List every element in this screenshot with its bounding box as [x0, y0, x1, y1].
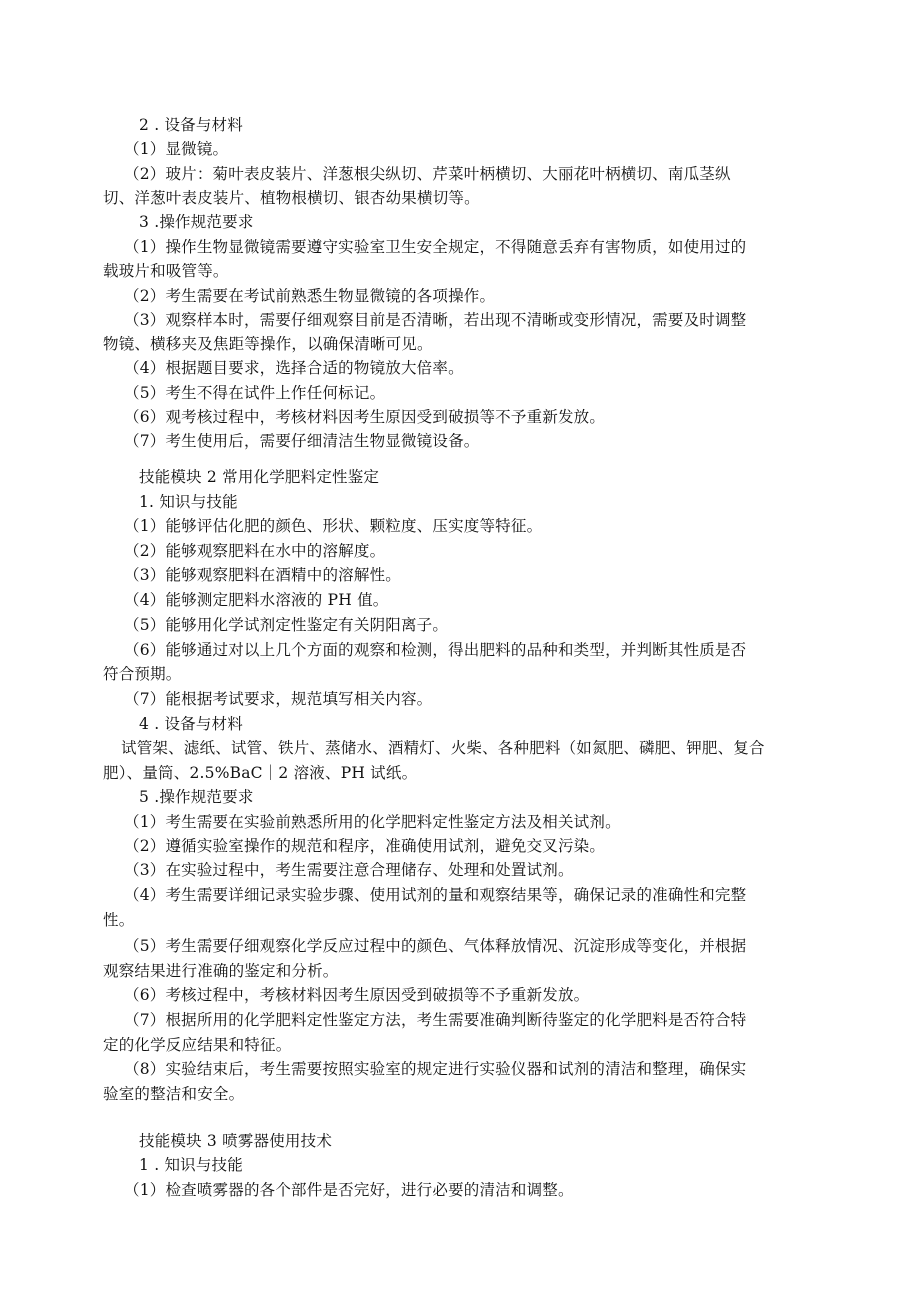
list-item-continuation: 物镜、横移夹及焦距等操作，以确保清晰可见。 — [103, 335, 433, 353]
list-item-continuation: 符合预期。 — [103, 665, 182, 683]
paragraph-continuation: 肥）、量筒、2.5%BaC｜2 溶液、PH 试纸。 — [103, 764, 418, 782]
list-item: （5）考生不得在试件上作任何标记。 — [124, 384, 386, 402]
list-item: （1）检查喷雾器的各个部件是否完好，进行必要的清洁和调整。 — [124, 1181, 574, 1199]
list-item: （1）显微镜。 — [124, 140, 229, 158]
list-item: （2）玻片：菊叶表皮装片、洋葱根尖纵切、芹菜叶柄横切、大丽花叶柄横切、南瓜茎纵 — [124, 165, 731, 183]
list-item: （4）能够测定肥料水溶液的 PH 值。 — [124, 591, 389, 609]
list-item: （5）能够用化学试剂定性鉴定有关阴阳离子。 — [124, 616, 449, 634]
list-item: （6）能够通过对以上几个方面的观察和检测，得出肥料的品种和类型，并判断其性质是否 — [124, 641, 747, 659]
list-item: （2）能够观察肥料在水中的溶解度。 — [124, 542, 386, 560]
list-item: （3）在实验过程中，考生需要注意合理储存、处理和处置试剂。 — [124, 861, 574, 879]
list-item-continuation: 切、洋葱叶表皮装片、植物根横切、银杏幼果横切等。 — [103, 189, 480, 207]
heading-operation-rules: 5 .操作规范要求 — [139, 788, 254, 806]
list-item: （7）能根据考试要求，规范填写相关内容。 — [124, 690, 433, 708]
list-item: （2）遵循实验室操作的规范和程序，准确使用试剂，避免交叉污染。 — [124, 837, 606, 855]
list-item: （1）操作生物显微镜需要遵守实验室卫生安全规定，不得随意丢弃有害物质，如使用过的 — [124, 238, 747, 256]
list-item-continuation: 观察结果进行准确的鉴定和分析。 — [103, 962, 339, 980]
list-item: （6）观考核过程中，考核材料因考生原因受到破损等不予重新发放。 — [124, 408, 606, 426]
list-item: （1）考生需要在实验前熟悉所用的化学肥料定性鉴定方法及相关试剂。 — [124, 813, 621, 831]
section-title-module-2: 技能模块 2 常用化学肥料定性鉴定 — [139, 468, 380, 486]
heading-operation-rules: 3 .操作规范要求 — [139, 213, 254, 231]
paragraph: 试管架、滤纸、试管、铁片、蒸储水、酒精灯、火柴、各种肥料（如氮肥、磷肥、钾肥、复合 — [121, 739, 765, 757]
list-item-continuation: 载玻片和吸管等。 — [103, 262, 229, 280]
list-item: （4）根据题目要求，选择合适的物镜放大倍率。 — [124, 359, 464, 377]
heading-equipment-materials: 2 . 设备与材料 — [139, 116, 243, 134]
list-item: （3）观察样本时，需要仔细观察目前是否清晰，若出现不清晰或变形情况，需要及时调整 — [124, 311, 747, 329]
list-item: （5）考生需要仔细观察化学反应过程中的颜色、气体释放情况、沉淀形成等变化，并根据 — [124, 937, 747, 955]
section-title-module-3: 技能模块 3 喷雾器使用技术 — [139, 1132, 333, 1150]
list-item: （4）考生需要详细记录实验步骤、使用试剂的量和观察结果等，确保记录的准确性和完整 — [124, 886, 747, 904]
list-item-continuation: 性。 — [103, 911, 135, 929]
list-item-continuation: 验室的整洁和安全。 — [103, 1085, 245, 1103]
list-item-continuation: 定的化学反应结果和特征。 — [103, 1036, 292, 1054]
list-item: （1）能够评估化肥的颜色、形状、颗粒度、压实度等特征。 — [124, 517, 543, 535]
list-item: （2）考生需要在考试前熟悉生物显微镜的各项操作。 — [124, 287, 496, 305]
heading-knowledge-skills: 1. 知识与技能 — [139, 493, 238, 511]
list-item: （3）能够观察肥料在酒精中的溶解性。 — [124, 566, 401, 584]
list-item: （7）根据所用的化学肥料定性鉴定方法，考生需要准确判断待鉴定的化学肥料是否符合特 — [124, 1011, 747, 1029]
heading-knowledge-skills: 1 . 知识与技能 — [139, 1156, 243, 1174]
list-item: （7）考生使用后，需要仔细清洁生物显微镜设备。 — [124, 432, 480, 450]
heading-equipment-materials: 4 . 设备与材料 — [139, 715, 243, 733]
list-item: （6）考核过程中，考核材料因考生原因受到破损等不予重新发放。 — [124, 986, 590, 1004]
list-item: （8）实验结束后，考生需要按照实验室的规定进行实验仪器和试剂的清洁和整理，确保实 — [124, 1060, 747, 1078]
